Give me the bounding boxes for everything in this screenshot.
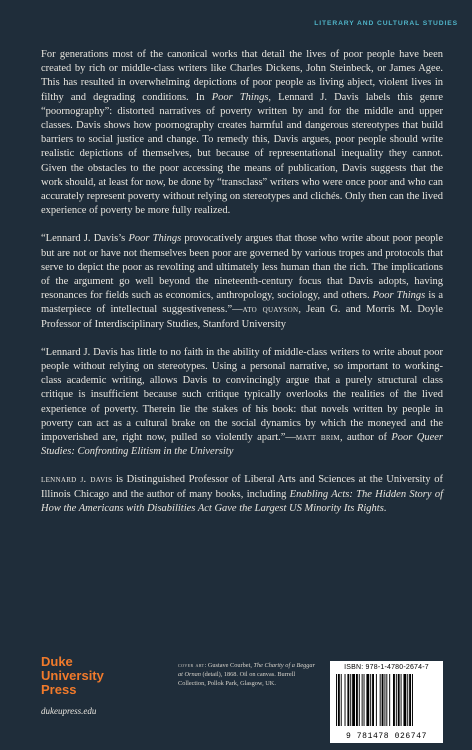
blurb-author: ato quayson (242, 304, 299, 316)
isbn-label: ISBN: 978-1-4780-2674-7 (344, 664, 429, 671)
author-name: lennard j. davis (41, 474, 113, 486)
blurb-author: matt brim (295, 432, 340, 444)
blurb-quayson: “Lennard J. Davis’s Poor Things provocatively argues that those who write about poor people but are not or have not themselves been poor are governed by various tropes and protocols that serve to depict the poor as revolting and ultimately less human than the rich. The implications of the argument go well beyond the nineteenth-century focus that Davis adopts, having resonances for fields such as economics, anthropology, sociology, and others. Poor Things is a masterpiece of intellectual suggestiveness.”—ato quayson, Jean G. and Morris M. Doyle Professor of Interdisciplinary Studies, Stanford University (41, 233, 444, 330)
barcode-digits: 9 781478 026747 (345, 732, 427, 741)
publisher-logo: Duke University Press (41, 654, 104, 697)
barcode-icon (336, 674, 437, 726)
author-bio: lennard j. davis is Distinguished Professor of Liberal Arts and Sciences at the University of Illinois Chicago and the author of many books, including Enabling Acts: The Hidden Story of How the Americans with Disabilities Act Gave the Largest US Minority Its Rights. (41, 474, 443, 514)
category-label: LITERARY AND CULTURAL STUDIES (314, 20, 458, 27)
publisher-website: dukeupress.edu (41, 706, 97, 716)
barcode (330, 661, 443, 743)
cover-art-credit: cover art: Gustave Courbet, The Charity of a Beggar at Ornan (detail), 1868. Oil on canvas. Burrell Collection, Pollok Park, Glasgow, UK. (178, 662, 316, 687)
book-title: Poor Things (211, 91, 269, 103)
blurb-brim: “Lennard J. Davis has little to no faith in the ability of middle-class writers to write about poor people without relying on stereotypes. Using a personal narrative, so important to working-class academic writing, allows Davis to convincingly argue that a purely structural class critique is insufficient because such critique typically overlooks the realities of the lived experience of poverty. Therein lie the stakes of his book: that novels written by people in poverty can act as a cultural brake on the social dynamics by which the moneyed and the impoverished are, right now, pulled so violently apart.”—matt brim, author of Poor Queer Studies: Confronting Elitism in the University (41, 346, 443, 458)
back-cover-text (41, 48, 443, 516)
description-paragraph: For generations most of the canonical works that detail the lives of poor people have been created by rich or middle-class writers like Charles Dickens, John Steinbeck, or James Agee. This has resulted in overwhelming depictions of poor people as living abject, violent lives in filthy and degrading conditions. In Poor Things, Lennard J. Davis labels this genre “poornography”: distorted narratives of poverty written by and for the middle and upper classes. Davis shows how poornography creates harmful and dangerous stereotypes that build barriers to social justice and change. To remedy this, Davis argues, poor people should write realistic depictions of themselves, but because of representational inequality they cannot. Given the obstacles to the poor accessing the means of publication, Davis suggests that the work should, at least for now, be done by “transclass” writers who were once poor and who can accurately represent poverty without relying on stereotypes and clichés. Only then can the lived experience of poverty be more fully realized. (41, 49, 444, 217)
